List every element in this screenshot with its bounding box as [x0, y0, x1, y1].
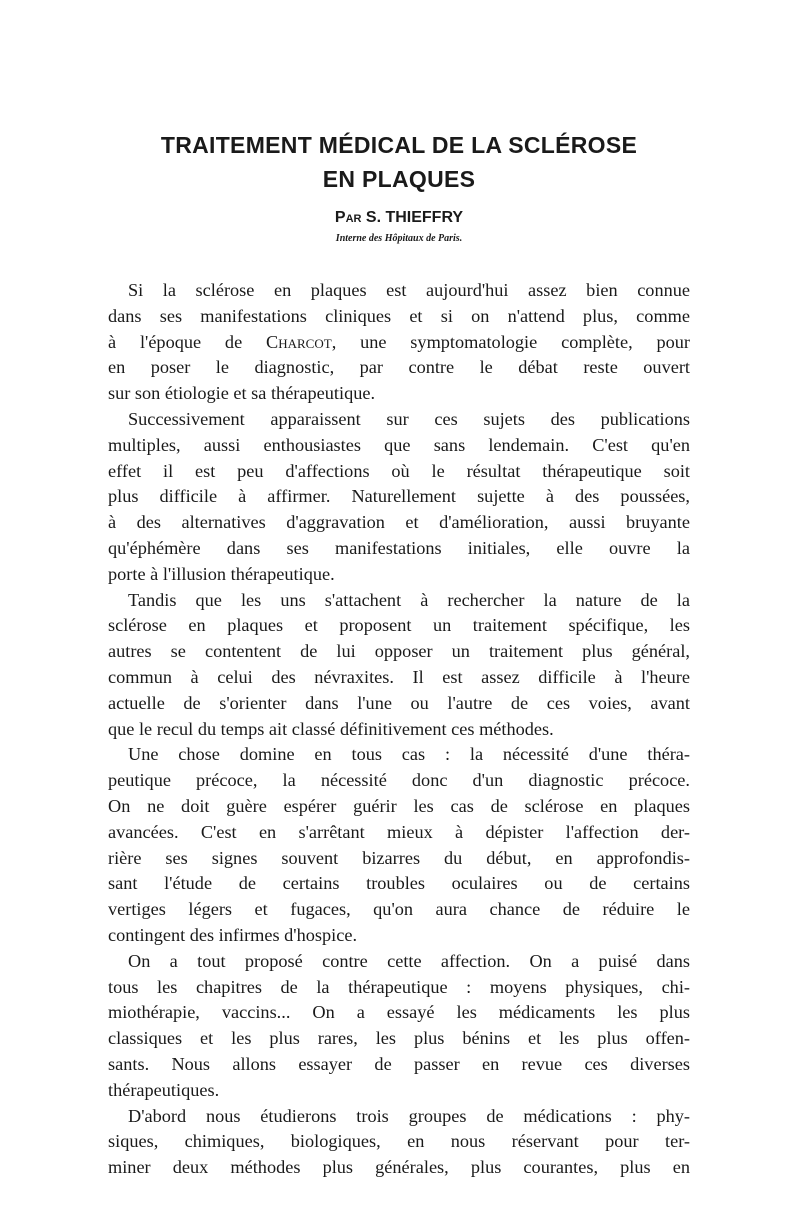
text-line: sants. Nous allons essayer de passer en revue ces diverses — [108, 1053, 690, 1074]
text-line: sant l'étude de certains troubles oculaires ou de certains — [108, 873, 690, 894]
text-line: siques, chimiques, biologiques, en nous réservant pour ter- — [108, 1131, 690, 1152]
text-line: effet il est peu d'affections où le résultat thérapeutique soit — [108, 460, 690, 481]
author-prefix: Par — [334, 209, 362, 226]
article-body — [108, 278, 690, 1181]
text-line: porte à l'illusion thérapeutique. — [108, 563, 335, 584]
paragraph — [108, 278, 690, 407]
text-line: Tandis que les uns s'attachent à rechercher la nature de la — [128, 589, 690, 610]
paragraph — [108, 588, 690, 743]
article-title — [108, 128, 690, 196]
text-line: actuelle de s'orienter dans l'une ou l'autre de ces voies, avant — [108, 692, 690, 713]
page — [108, 0, 690, 1227]
text-line: thérapeutiques. — [108, 1079, 220, 1100]
text-line: peutique précoce, la nécessité donc d'un diagnostic précoce. — [108, 770, 690, 791]
text-line: tous les chapitres de la thérapeutique : moyens physiques, chi- — [108, 976, 690, 997]
text-line: que le recul du temps ait classé définitivement ces méthodes. — [108, 718, 554, 739]
text-line: Successivement apparaissent sur ces sujets des publications — [128, 408, 690, 429]
title-line-1: TRAITEMENT MÉDICAL DE LA SCLÉROSE — [160, 132, 638, 158]
text-line: qu'éphémère dans ses manifestations initiales, elle ouvre la — [108, 537, 690, 558]
text-line: avancées. C'est en s'arrêtant mieux à dépister l'affection der- — [108, 821, 690, 842]
text-line: miothérapie, vaccins... On a essayé les médicaments les plus — [108, 1002, 690, 1023]
text-line: Si la sclérose en plaques est aujourd'hui assez bien connue — [128, 280, 690, 300]
author-affiliation: Interne des Hôpitaux de Paris. — [335, 233, 463, 244]
text-line: contingent des infirmes d'hospice. — [108, 924, 358, 945]
text-line: à des alternatives d'aggravation et d'amélioration, aussi bruyante — [108, 512, 690, 533]
small-caps-name: Charcot — [266, 331, 332, 352]
text-line: classiques et les plus rares, les plus bénins et les plus offen- — [108, 1028, 690, 1049]
title-line-2: EN PLAQUES — [322, 166, 476, 192]
text-line: autres se contentent de lui opposer un traitement plus général, — [108, 641, 690, 662]
paragraph — [108, 1104, 690, 1181]
text-line: dans ses manifestations cliniques et si on n'attend plus, comme — [108, 305, 690, 326]
text-segment: à l'époque de — [108, 331, 267, 352]
text-line: Une chose domine en tous cas : la nécessité d'une théra- — [128, 744, 690, 765]
paragraph — [108, 742, 690, 948]
text-line: multiples, aussi enthousiastes que sans lendemain. C'est qu'en — [108, 434, 690, 455]
text-line: rière ses signes souvent bizarres du début, en approfondis- — [108, 847, 690, 868]
text-line: commun à celui des névraxites. Il est assez difficile à l'heure — [108, 666, 690, 687]
text-line: On a tout proposé contre cette affection. On a puisé dans — [128, 950, 690, 971]
text-segment: , une symptomatologie complète, pour — [331, 331, 690, 352]
text-line: en poser le diagnostic, par contre le débat reste ouvert — [108, 357, 690, 378]
text-line: sur son étiologie et sa thérapeutique. — [108, 383, 376, 404]
text-line: sclérose en plaques et proposent un traitement spécifique, les — [108, 615, 690, 636]
text-line: miner deux méthodes plus générales, plus courantes, plus en — [108, 1157, 690, 1178]
text-line: vertiges légers et fugaces, qu'on aura chance de réduire le — [108, 899, 690, 920]
author-byline — [108, 208, 690, 228]
text-line: On ne doit guère espérer guérir les cas de sclérose en plaques — [108, 795, 690, 816]
paragraph — [108, 949, 690, 1104]
text-line: plus difficile à affirmer. Naturellement sujette à des poussées, — [108, 486, 690, 507]
text-line — [108, 330, 690, 356]
paragraph — [108, 407, 690, 588]
text-line: D'abord nous étudierons trois groupes de médications : phy- — [128, 1105, 690, 1126]
author-name: S. THIEFFRY — [361, 209, 464, 226]
